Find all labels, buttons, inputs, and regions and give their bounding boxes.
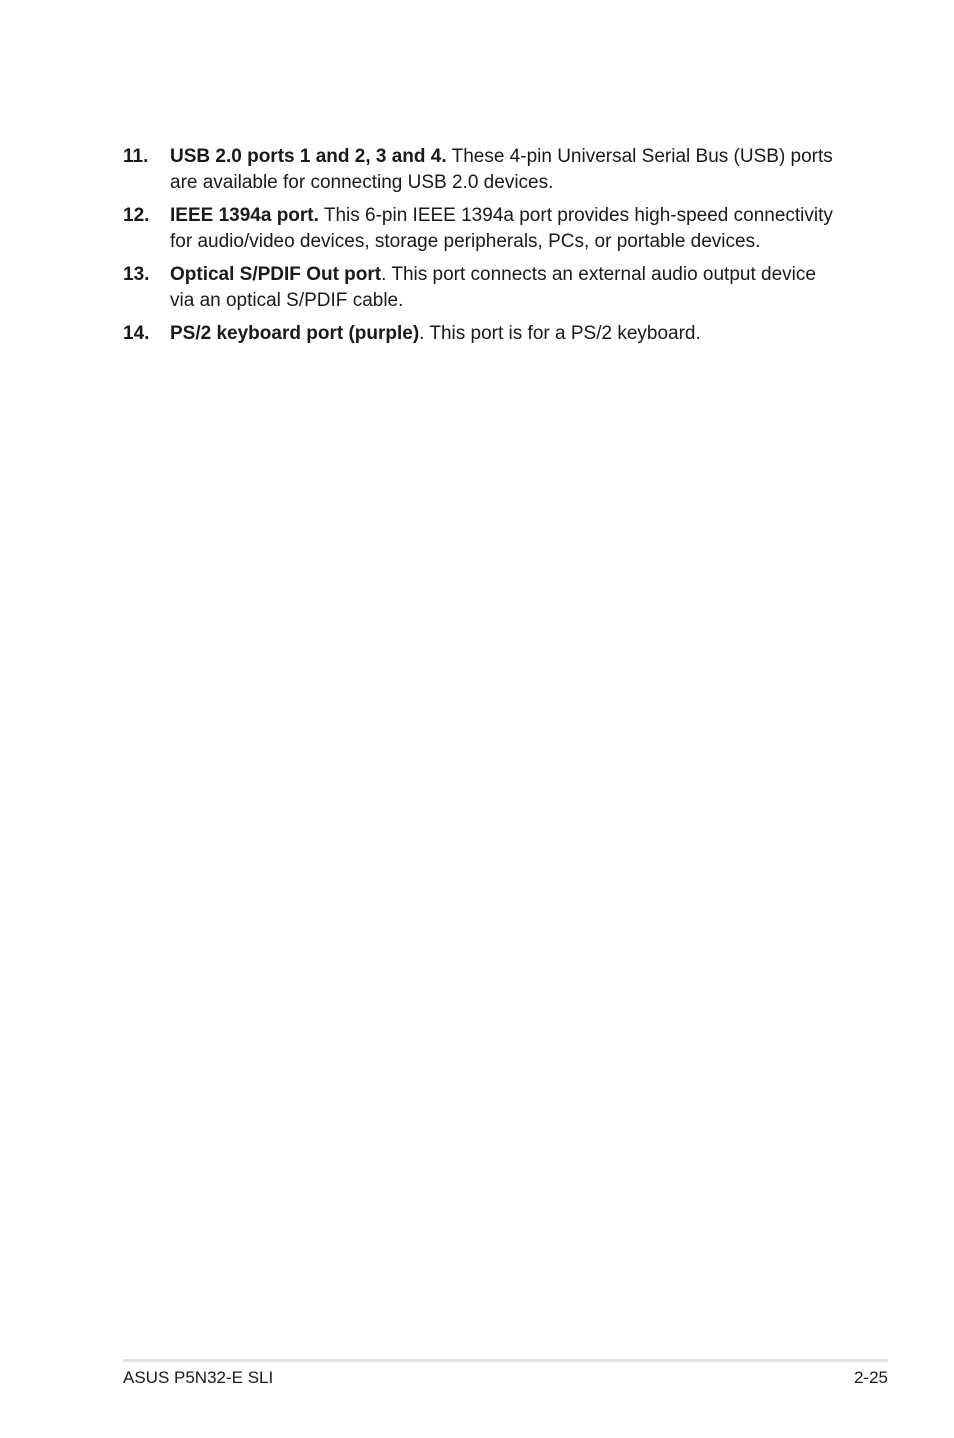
footer-product-name: ASUS P5N32-E SLI (123, 1368, 274, 1387)
item-text (170, 321, 843, 347)
port-description-list (123, 144, 843, 354)
item-text (170, 144, 843, 196)
item-description: . This port connects an external audio output device via an optical S/PDIF cable. (170, 264, 816, 311)
item-term: USB 2.0 ports 1 and 2, 3 and 4. (170, 146, 447, 167)
item-text (170, 203, 843, 255)
list-item (123, 262, 843, 314)
item-term: IEEE 1394a port. (170, 205, 319, 226)
footer-page-number: 2-25 (853, 1368, 888, 1387)
item-description: . This port is for a PS/2 keyboard. (419, 323, 701, 344)
list-item (123, 321, 843, 347)
item-number: 11. (123, 146, 149, 167)
item-number: 14. (123, 323, 150, 344)
item-text (170, 262, 843, 314)
item-number: 13. (123, 264, 150, 285)
list-item (123, 144, 843, 196)
item-term: PS/2 keyboard port (purple) (170, 323, 420, 344)
list-item (123, 203, 843, 255)
item-description: These 4-pin Universal Serial Bus (USB) ports are available for connecting USB 2.0 devices. (170, 146, 833, 193)
item-number: 12. (123, 205, 150, 226)
footer-divider (123, 1359, 888, 1362)
item-description: This 6-pin IEEE 1394a port provides high-speed connectivity for audio/video devices, storage peripherals, PCs, or portable devices. (170, 205, 833, 252)
item-term: Optical S/PDIF Out port (170, 264, 382, 285)
